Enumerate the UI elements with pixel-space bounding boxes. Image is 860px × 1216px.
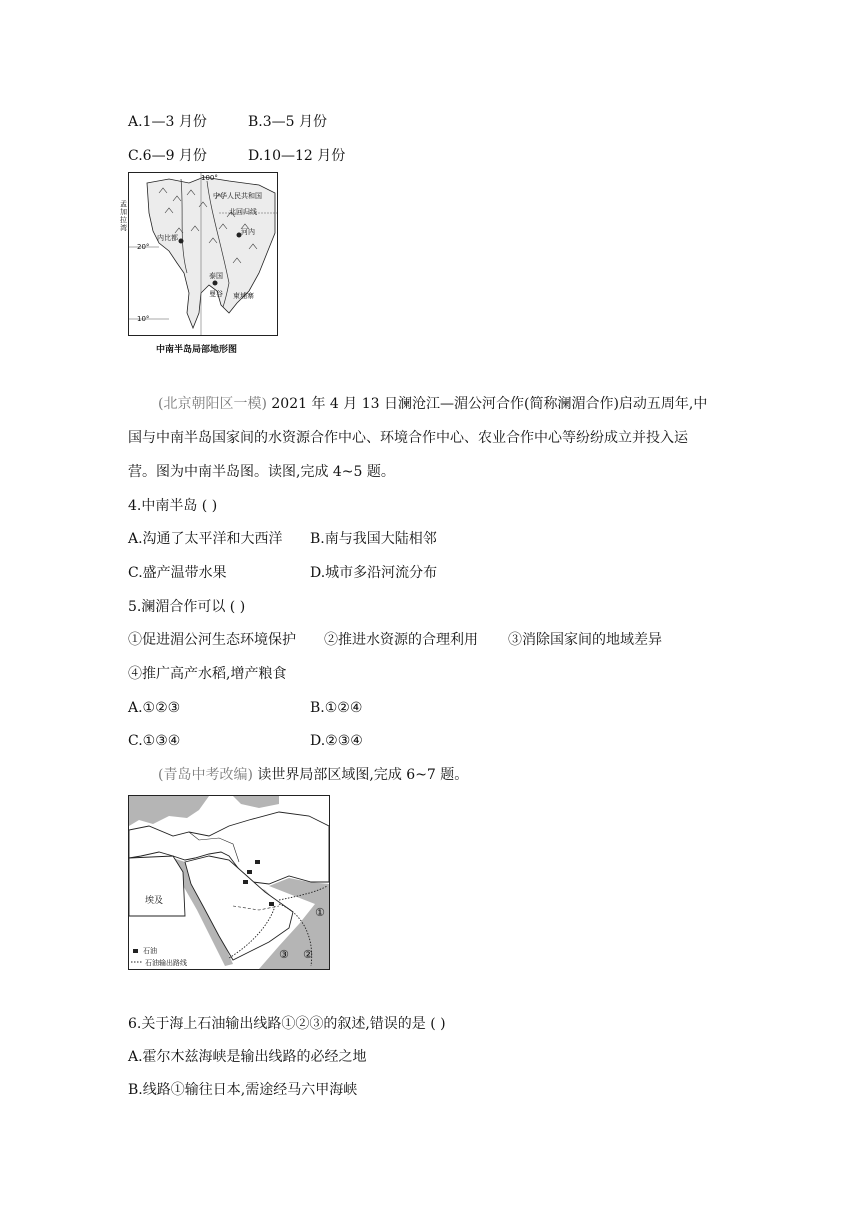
q3-option-b: B.3—5 月份: [248, 114, 328, 130]
q5-statement-3: ③消除国家间的地域差异: [508, 632, 662, 648]
q4-option-b: B.南与我国大陆相邻: [310, 531, 437, 547]
q5-statement-1: ①促进湄公河生态环境保护: [128, 632, 296, 648]
passage1-line3: 营。图为中南半岛图。读图,完成 4~5 题。: [128, 464, 395, 480]
region-thailand: 泰国: [209, 272, 223, 280]
middle-east-map: [128, 795, 330, 970]
route-1-label: ①: [315, 906, 325, 919]
legend-route-label: 石油输出路线: [145, 959, 187, 967]
city-naypyidaw: 内比都: [157, 234, 178, 242]
q4-option-a: A.沟通了太平洋和大西洋: [128, 531, 283, 547]
indochina-map: [128, 172, 278, 336]
passage1-line1: [158, 395, 707, 413]
route-2-label: ②: [303, 948, 313, 961]
legend-oil-label: 石油: [143, 947, 157, 955]
passage2-line: [158, 766, 468, 784]
region-cambodia: 柬埔寨: [233, 292, 254, 300]
q3-option-c: C.6—9 月份: [128, 148, 207, 164]
egypt-label: 埃及: [145, 896, 164, 906]
indochina-map-caption: 中南半岛局部地形图: [156, 345, 238, 355]
q5-option-a: A.①②③: [128, 700, 181, 716]
passage1-source: (北京朝阳区一模): [158, 396, 267, 412]
country-label: 中华人民共和国: [213, 192, 262, 200]
q3-option-a: A.1—3 月份: [128, 114, 207, 130]
q6-stem: 6.关于海上石油输出线路①②③的叙述,错误的是 ( ): [128, 1016, 446, 1032]
city-bangkok: 曼谷: [209, 290, 223, 298]
passage2-source: (青岛中考改编): [158, 767, 253, 783]
q3-option-d: D.10—12 月份: [248, 148, 346, 164]
q4-option-d: D.城市多沿河流分布: [310, 565, 438, 581]
bay-label: 孟加拉湾: [120, 200, 127, 232]
lat10-label: 10°: [137, 315, 150, 323]
q4-option-c: C.盛产温带水果: [128, 565, 227, 581]
city-hanoi: 河内: [241, 228, 255, 236]
passage1-text1: 2021 年 4 月 13 日澜沧江—湄公河合作(简称澜湄合作)启动五周年,中: [271, 396, 708, 412]
q5-stem: 5.澜湄合作可以 ( ): [128, 599, 246, 615]
q5-option-b: B.①②④: [310, 700, 363, 716]
q6-option-b: B.线路①输往日本,需途经马六甲海峡: [128, 1082, 358, 1098]
q5-statement-4: ④推广高产水稻,增产粮食: [128, 666, 287, 682]
longitude-label: 100°: [201, 174, 218, 182]
passage1-line2: 国与中南半岛国家间的水资源合作中心、环境合作中心、农业合作中心等纷纷成立并投入运: [128, 430, 688, 446]
q5-statement-2: ②推进水资源的合理利用: [324, 632, 478, 648]
q5-option-c: C.①③④: [128, 733, 181, 749]
route-3-label: ③: [279, 948, 289, 961]
middle-east-map-drawing: [129, 796, 329, 969]
indochina-map-figure: [120, 172, 278, 360]
tropic-label: 北回归线: [229, 208, 257, 216]
q6-option-a: A.霍尔木兹海峡是输出线路的必经之地: [128, 1049, 367, 1065]
passage2-text: 读世界局部区域图,完成 6~7 题。: [257, 767, 469, 783]
lat20-label: 20°: [137, 243, 150, 251]
q4-stem: 4.中南半岛 ( ): [128, 498, 218, 514]
q5-option-d: D.②③④: [310, 733, 363, 749]
